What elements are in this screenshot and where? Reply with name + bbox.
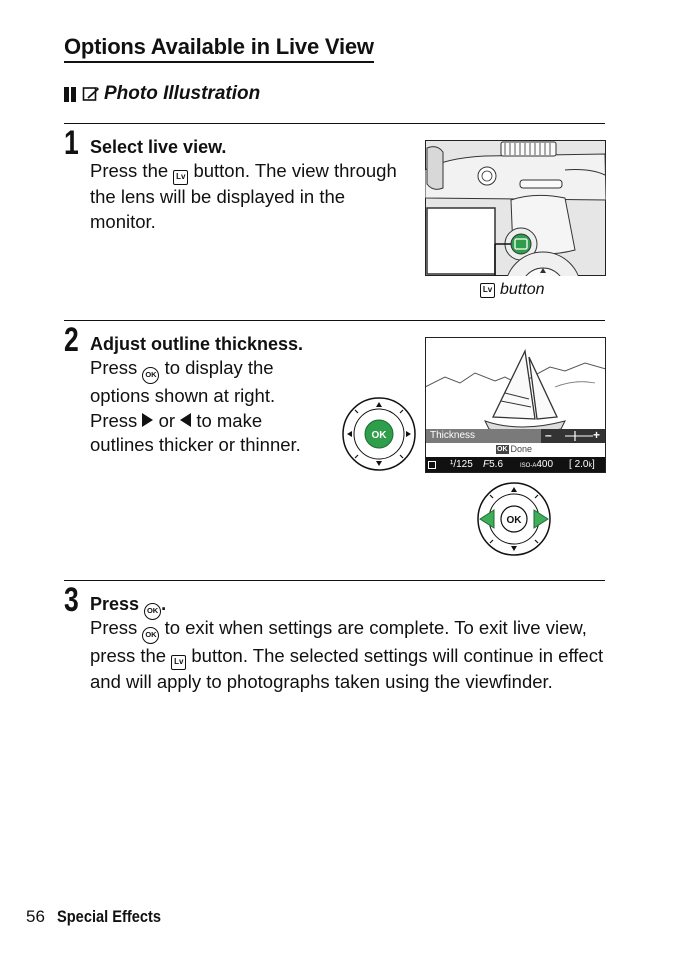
step-number: 2 <box>64 321 79 359</box>
section-subtitle <box>64 82 260 106</box>
svg-text:OK: OK <box>506 515 522 526</box>
iso: ISO-A400 <box>520 459 554 470</box>
status-bar <box>427 458 604 472</box>
live-view-monitor <box>425 337 606 473</box>
page-number: 56 <box>26 907 45 926</box>
step-body: Press the Lv button. The view through the lens will be displayed in the monitor. <box>90 160 397 232</box>
aperture: F5.6 <box>483 459 504 470</box>
multi-selector-illustration <box>476 481 552 557</box>
ok-button-icon: OK <box>142 367 159 384</box>
arrow-right-icon <box>142 413 153 427</box>
page-title: Options Available in Live View <box>64 33 374 63</box>
page-footer <box>26 906 178 928</box>
ok-button-icon: OK <box>497 446 508 453</box>
section-name: Special Effects <box>56 907 161 926</box>
metering-icon <box>428 461 436 469</box>
lv-button-icon: Lv <box>480 283 495 298</box>
lv-button-icon: Lv <box>171 655 186 670</box>
done-hint: OK Done <box>497 444 533 454</box>
ok-dial-illustration <box>341 396 417 472</box>
step-heading: Adjust outline thickness. <box>90 334 304 354</box>
divider <box>64 123 605 124</box>
photo-illustration-icon <box>82 85 100 103</box>
shutter-speed: ¹/125 <box>450 459 473 470</box>
svg-text:OK: OK <box>371 430 387 441</box>
thickness-label: Thickness <box>430 430 476 441</box>
arrow-left-icon <box>180 413 191 427</box>
step-body: Press OK to exit when settings are complete. To exit live view, press the Lv button. The selected settings will continue in effect and will apply to photographs taken using the viewfinder. <box>90 617 604 692</box>
step-heading: Select live view. <box>90 137 227 157</box>
section-marker-icon <box>64 87 76 102</box>
step-number: 1 <box>64 124 79 162</box>
step-number: 3 <box>64 581 79 619</box>
ok-button-icon: OK <box>144 603 161 620</box>
thickness-plus: + <box>593 428 601 442</box>
lv-button-caption: Lv button <box>480 281 544 299</box>
ok-button-icon: OK <box>142 627 159 644</box>
divider <box>64 580 605 581</box>
camera-illustration <box>425 140 606 276</box>
thickness-minus: – <box>545 428 552 442</box>
step-heading: Press OK . <box>90 592 166 620</box>
divider <box>64 320 605 321</box>
lv-button-icon: Lv <box>173 170 188 185</box>
subtitle-text: Photo Illustration <box>104 83 261 104</box>
step-body: Press OK to display the options shown at right. Press or to make outlines thicker or thinner. <box>90 357 301 455</box>
shots-remaining: [ 2.0k] <box>569 459 595 470</box>
